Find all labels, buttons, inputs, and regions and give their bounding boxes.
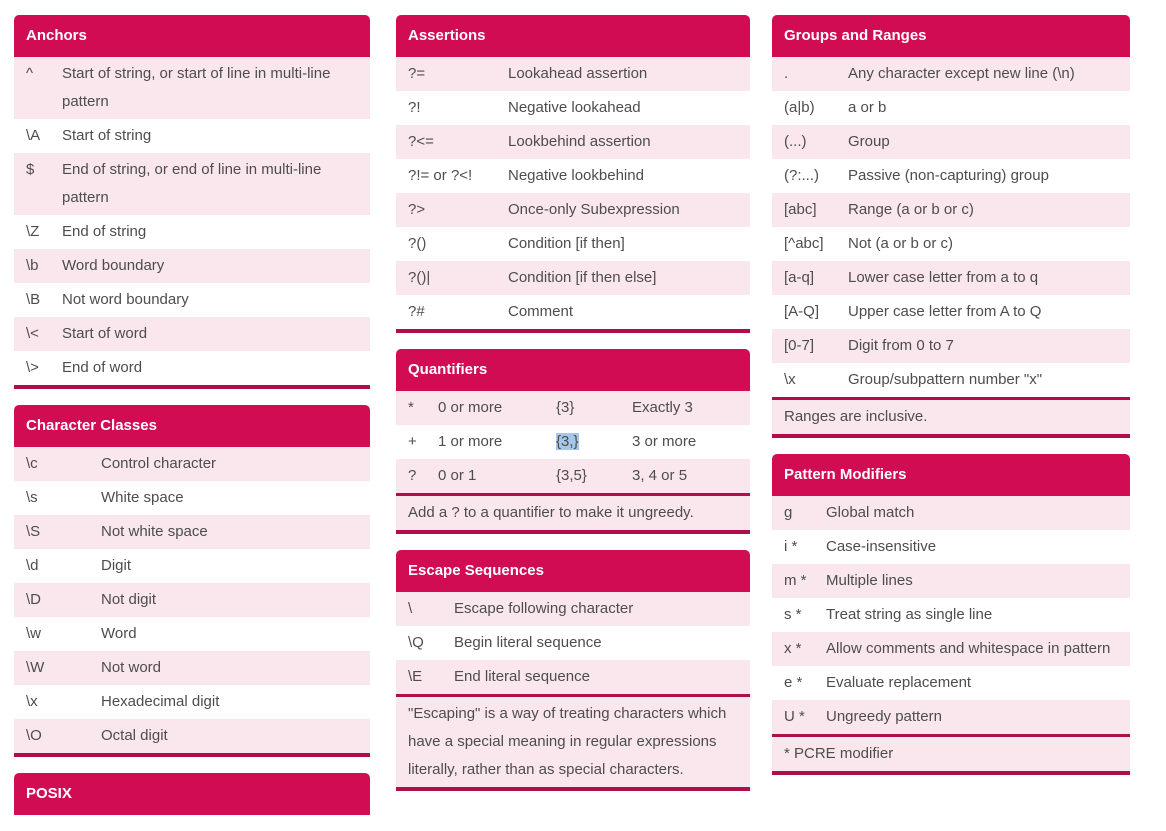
regex-symbol: m * <box>784 572 807 589</box>
regex-symbol: ?<= <box>408 133 434 150</box>
symbol-description: Not word <box>101 659 162 676</box>
table-row <box>14 549 370 583</box>
symbol-description: 1 or more <box>438 433 503 450</box>
table-row <box>14 283 370 317</box>
symbol-description: 0 or more <box>438 399 503 416</box>
regex-symbol: \B <box>26 291 41 308</box>
section-note: "Escaping" is a way of treating characters which have a special meaning in regular expressions literally, rather than as special characters. <box>396 694 750 787</box>
symbol-description: Hexadecimal digit <box>101 693 220 710</box>
table-row <box>14 57 370 119</box>
table-row <box>396 261 750 295</box>
regex-symbol: \b <box>26 257 39 274</box>
symbol-description: Group <box>848 133 890 150</box>
regex-symbol: e * <box>784 674 803 691</box>
table-row <box>14 515 370 549</box>
section-title: POSIX <box>14 773 370 815</box>
table-row <box>772 363 1130 397</box>
symbol-description: Octal digit <box>101 727 168 744</box>
symbol-description: Exactly 3 <box>632 399 693 416</box>
symbol-description: Condition [if then else] <box>508 269 657 286</box>
table-row <box>14 153 370 215</box>
symbol-description: Start of string <box>62 127 152 144</box>
symbol-description: Passive (non-capturing) group <box>848 167 1049 184</box>
table-row <box>396 159 750 193</box>
section-anchors <box>14 15 370 389</box>
symbol-description: White space <box>101 489 184 506</box>
symbol-description: Not (a or b or c) <box>848 235 954 252</box>
regex-symbol: [A-Q] <box>784 303 820 320</box>
table-row <box>772 91 1130 125</box>
symbol-description: Negative lookahead <box>508 99 641 116</box>
table-row <box>14 481 370 515</box>
regex-symbol: \Q <box>408 634 424 651</box>
regex-symbol: \O <box>26 727 42 744</box>
regex-symbol: \W <box>26 659 45 676</box>
table-row <box>772 700 1130 734</box>
table-row <box>772 227 1130 261</box>
regex-symbol: * <box>408 399 414 416</box>
table-row <box>14 249 370 283</box>
regex-symbol: + <box>408 433 417 450</box>
regex-symbol: U * <box>784 708 805 725</box>
symbol-description: Word boundary <box>62 257 165 274</box>
table-row <box>396 459 750 493</box>
regex-symbol: x * <box>784 640 802 657</box>
symbol-description: Case-insensitive <box>826 538 937 555</box>
regex-symbol: ?# <box>408 303 425 320</box>
section-title: Pattern Modifiers <box>772 454 1130 496</box>
symbol-description: Lookahead assertion <box>508 65 648 82</box>
table-row <box>772 329 1130 363</box>
symbol-description: Control character <box>101 455 217 472</box>
section-title: Groups and Ranges <box>772 15 1130 57</box>
symbol-description: Range (a or b or c) <box>848 201 974 218</box>
symbol-description: Multiple lines <box>826 572 913 589</box>
symbol-description: Escape following character <box>454 600 634 617</box>
regex-symbol: (?:...) <box>784 167 820 184</box>
column-middle <box>396 15 750 807</box>
symbol-description: Negative lookbehind <box>508 167 644 184</box>
table-row <box>14 719 370 753</box>
section-note: Add a ? to a quantifier to make it ungreedy. <box>396 493 750 530</box>
table-row <box>396 425 750 459</box>
regex-symbol: i * <box>784 538 798 555</box>
section-posix <box>14 773 370 815</box>
table-row <box>772 666 1130 700</box>
section-pattern-modifiers <box>772 454 1130 775</box>
section-body <box>396 57 750 333</box>
table-row <box>14 651 370 685</box>
regex-symbol: g <box>784 504 793 521</box>
regex-symbol: . <box>784 65 789 82</box>
symbol-description: Global match <box>826 504 915 521</box>
section-title: Character Classes <box>14 405 370 447</box>
symbol-description: Ungreedy pattern <box>826 708 942 725</box>
regex-symbol: \S <box>26 523 41 540</box>
regex-symbol: \s <box>26 489 38 506</box>
table-row <box>396 391 750 425</box>
table-row <box>14 583 370 617</box>
symbol-description: End of word <box>62 359 143 376</box>
section-title: Escape Sequences <box>396 550 750 592</box>
table-row <box>772 295 1130 329</box>
table-row <box>14 119 370 153</box>
table-row <box>772 125 1130 159</box>
regex-symbol: \D <box>26 591 41 608</box>
table-row <box>14 447 370 481</box>
selected-text: {3,} <box>556 433 579 450</box>
symbol-description: Not digit <box>101 591 157 608</box>
symbol-description: Group/subpattern number "x" <box>848 371 1043 388</box>
section-character-classes <box>14 405 370 757</box>
regex-symbol: [a-q] <box>784 269 815 286</box>
symbol-description: 0 or 1 <box>438 467 477 484</box>
section-body <box>14 447 370 757</box>
regex-symbol <box>556 428 632 456</box>
symbol-description: Digit <box>101 557 132 574</box>
table-row <box>772 159 1130 193</box>
regex-symbol: [abc] <box>784 201 817 218</box>
table-row <box>396 592 750 626</box>
regex-symbol: \c <box>26 455 38 472</box>
table-row <box>772 530 1130 564</box>
regex-symbol: ?() <box>408 235 427 252</box>
symbol-description: Once-only Subexpression <box>508 201 680 218</box>
table-row <box>14 351 370 385</box>
section-quantifiers <box>396 349 750 534</box>
section-title: Assertions <box>396 15 750 57</box>
column-right <box>772 15 1130 791</box>
table-row <box>396 660 750 694</box>
regex-symbol: \Z <box>26 223 40 240</box>
symbol-description: 3 or more <box>632 433 697 450</box>
regex-symbol: [0-7] <box>784 337 815 354</box>
table-row <box>772 632 1130 666</box>
regex-symbol: s * <box>784 606 802 623</box>
section-body <box>396 391 750 534</box>
symbol-description: Start of string, or start of line in multi-line pattern <box>62 65 331 110</box>
regex-symbol: \d <box>26 557 39 574</box>
symbol-description: End of string <box>62 223 147 240</box>
regex-symbol: {3,5} <box>556 467 587 484</box>
table-row <box>396 125 750 159</box>
section-note: Ranges are inclusive. <box>772 397 1130 434</box>
table-row <box>14 317 370 351</box>
regex-symbol: (a|b) <box>784 99 815 116</box>
symbol-description: End literal sequence <box>454 668 590 685</box>
section-title: Anchors <box>14 15 370 57</box>
section-escape-sequences <box>396 550 750 791</box>
regex-symbol: \ <box>408 600 413 617</box>
table-row <box>396 295 750 329</box>
symbol-description: Not white space <box>101 523 208 540</box>
regex-symbol: ?!= or ?<! <box>408 167 473 184</box>
regex-symbol: ?! <box>408 99 421 116</box>
section-body <box>396 592 750 791</box>
section-body <box>772 57 1130 438</box>
regex-symbol: \x <box>26 693 38 710</box>
table-row <box>396 91 750 125</box>
regex-symbol: ?> <box>408 201 426 218</box>
table-row <box>396 57 750 91</box>
symbol-description: Allow comments and whitespace in pattern <box>826 640 1111 657</box>
regex-symbol: \E <box>408 668 423 685</box>
table-row <box>772 564 1130 598</box>
regex-symbol: \> <box>26 359 39 376</box>
table-row <box>396 626 750 660</box>
table-row <box>772 496 1130 530</box>
regex-symbol: \< <box>26 325 39 342</box>
table-row <box>14 215 370 249</box>
table-row <box>772 261 1130 295</box>
symbol-description: Lower case letter from a to q <box>848 269 1039 286</box>
table-row <box>772 598 1130 632</box>
section-body <box>14 57 370 389</box>
section-note: * PCRE modifier <box>772 734 1130 771</box>
table-row <box>14 617 370 651</box>
section-assertions <box>396 15 750 333</box>
regex-symbol: \x <box>784 371 796 388</box>
symbol-description: Condition [if then] <box>508 235 625 252</box>
symbol-description: Lookbehind assertion <box>508 133 651 150</box>
symbol-description: Start of word <box>62 325 148 342</box>
regex-symbol: (...) <box>784 133 807 150</box>
table-row <box>772 193 1130 227</box>
regex-symbol: $ <box>26 161 35 178</box>
symbol-description: a or b <box>848 99 887 116</box>
table-row <box>396 193 750 227</box>
section-title: Quantifiers <box>396 349 750 391</box>
section-groups-ranges <box>772 15 1130 438</box>
regex-symbol: {3} <box>556 399 575 416</box>
regex-symbol: ^ <box>26 65 34 82</box>
regex-symbol: \A <box>26 127 41 144</box>
symbol-description: 3, 4 or 5 <box>632 467 688 484</box>
regex-symbol: ?()| <box>408 269 431 286</box>
symbol-description: Upper case letter from A to Q <box>848 303 1042 320</box>
regex-symbol: \w <box>26 625 41 642</box>
symbol-description: Word <box>101 625 137 642</box>
symbol-description: End of string, or end of line in multi-line pattern <box>62 161 322 206</box>
symbol-description: Any character except new line (\n) <box>848 65 1075 82</box>
table-row <box>396 227 750 261</box>
symbol-description: Comment <box>508 303 574 320</box>
regex-symbol: ?= <box>408 65 426 82</box>
symbol-description: Evaluate replacement <box>826 674 972 691</box>
symbol-description: Not word boundary <box>62 291 189 308</box>
table-row <box>772 57 1130 91</box>
table-row <box>14 685 370 719</box>
symbol-description: Treat string as single line <box>826 606 993 623</box>
symbol-description: Begin literal sequence <box>454 634 602 651</box>
section-body <box>772 496 1130 775</box>
column-left <box>14 15 370 831</box>
regex-symbol: [^abc] <box>784 235 824 252</box>
regex-symbol: ? <box>408 467 417 484</box>
symbol-description: Digit from 0 to 7 <box>848 337 954 354</box>
